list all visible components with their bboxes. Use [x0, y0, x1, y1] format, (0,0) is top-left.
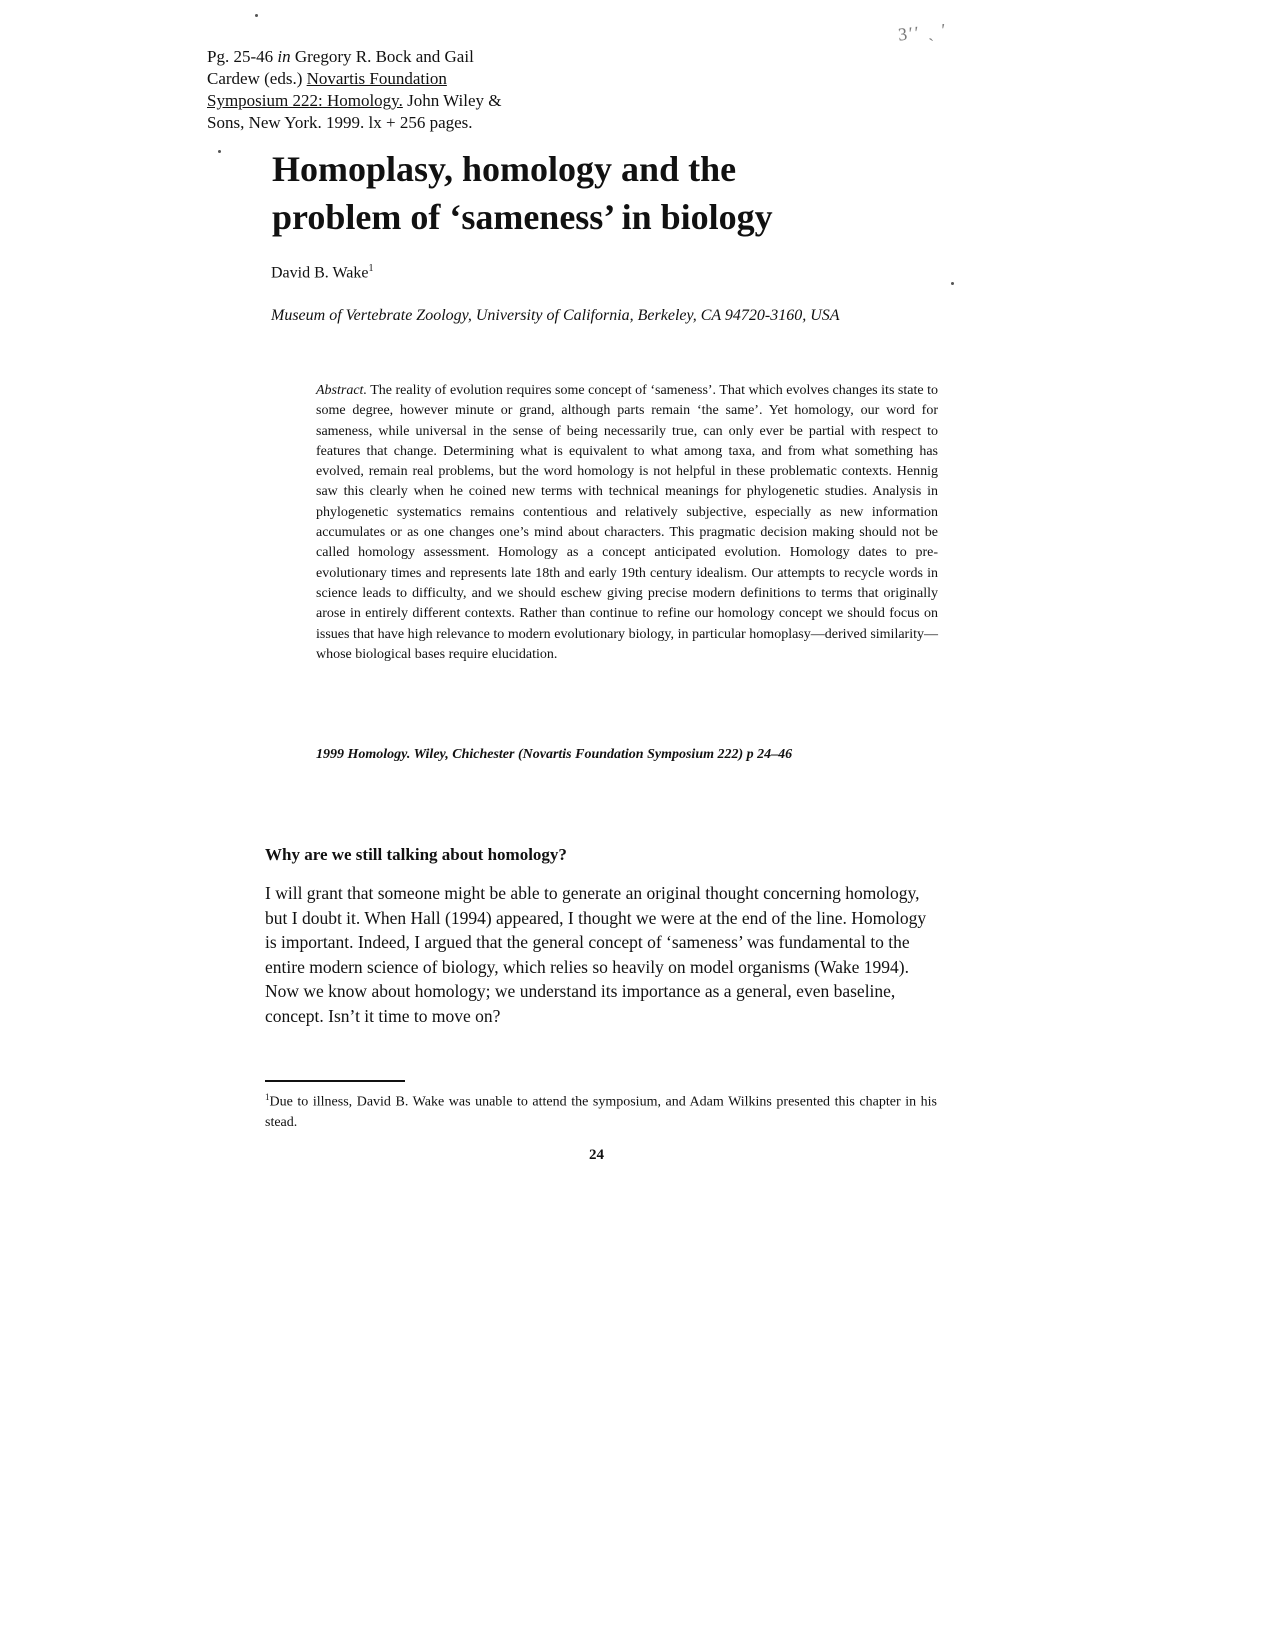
citation-line-2: Cardew (eds.) Novartis Foundation — [207, 69, 447, 88]
footnote-divider — [265, 1080, 405, 1082]
footnote — [265, 1087, 937, 1133]
page-number: 24 — [589, 1147, 604, 1163]
author-name: David B. Wake$^1$ — [271, 263, 374, 282]
speck-mark — [255, 14, 258, 17]
title-line-2: problem of ‘sameness’ in biology — [272, 197, 773, 237]
handwritten-mark: 3ʹʹ ˏ ʹ — [897, 19, 949, 45]
page-title — [272, 145, 1032, 241]
section-heading: Why are we still talking about homology? — [265, 845, 567, 864]
citation-note — [207, 46, 567, 134]
body-paragraph: I will grant that someone might be able to generate an original thought concerning homology, but I doubt it. When Hall (1994) appeared, I thought we were at the end of the line. Homology is important. Indeed, I argued that the general concept of ‘sameness’ was fundamental to the entire modern science of biology, which relies so heavily on model organisms (Wake 1994). Now we know about homology; we understand its importance as a general, even baseline, concept. Isn’t it time to move on? — [265, 883, 927, 1026]
series-title-part-2: Symposium 222: Homology. — [207, 91, 403, 110]
abstract-text: The reality of evolution requires some concept of ‘sameness’. That which evolves changes its state to some degree, however minute or grand, although parts remain ‘the same’. Yet homology, our word for sameness, while universal in the sense of being necessarily true, can only ever be partial with respect to features that change. Determining what is equivalent to what among taxa, and from what something has evolved, remain real problems, but the word homology is not helpful in these problematic contexts. Hennig saw this clearly when he coined new terms with technical meanings for phylogenetic studies. Analysis in phylogenetic systematics remains contentious and relatively subjective, especially as new information accumulates or as one changes one’s mind about characters. This pragmatic decision making should not be called homology assessment. Homology as a concept anticipated evolution. Homology dates to pre-evolutionary times and represents late 18th and early 19th century idealism. Our attempts to recycle words in science leads to difficulty, and we should eschew giving precise modern definitions to terms that originally arose in entirely different contexts. Rather than continue to refine our homology concept we should focus on issues that have high relevance to modern evolutionary biology, in particular homoplasy—derived similarity—whose biological bases require elucidation. — [316, 383, 938, 662]
author-footnote-marker: 1 — [368, 263, 374, 274]
volume-reference: 1999 Homology. Wiley, Chichester (Novartis Foundation Symposium 222) p 24–46 — [316, 747, 793, 762]
footnote-text: Due to illness, David B. Wake was unable to attend the symposium, and Adam Wilkins presented this chapter in his stead. — [265, 1094, 937, 1130]
citation-line-1: Pg. 25-46 in Gregory R. Bock and Gail — [207, 47, 474, 66]
speck-mark — [218, 150, 221, 153]
title-line-1: Homoplasy, homology and the — [272, 149, 737, 189]
footnote-marker: 1 — [265, 1092, 270, 1102]
abstract-label: Abstract. — [316, 383, 367, 398]
abstract — [316, 381, 938, 665]
speck-mark — [951, 282, 954, 285]
citation-line-4: Sons, New York. 1999. lx + 256 pages. — [207, 113, 473, 132]
series-title-part-1: Novartis Foundation — [306, 69, 447, 88]
citation-line-3: Symposium 222: Homology. John Wiley & — [207, 91, 502, 110]
author-affiliation: Museum of Vertebrate Zoology, University of California, Berkeley, CA 94720-3160, USA — [271, 307, 840, 324]
